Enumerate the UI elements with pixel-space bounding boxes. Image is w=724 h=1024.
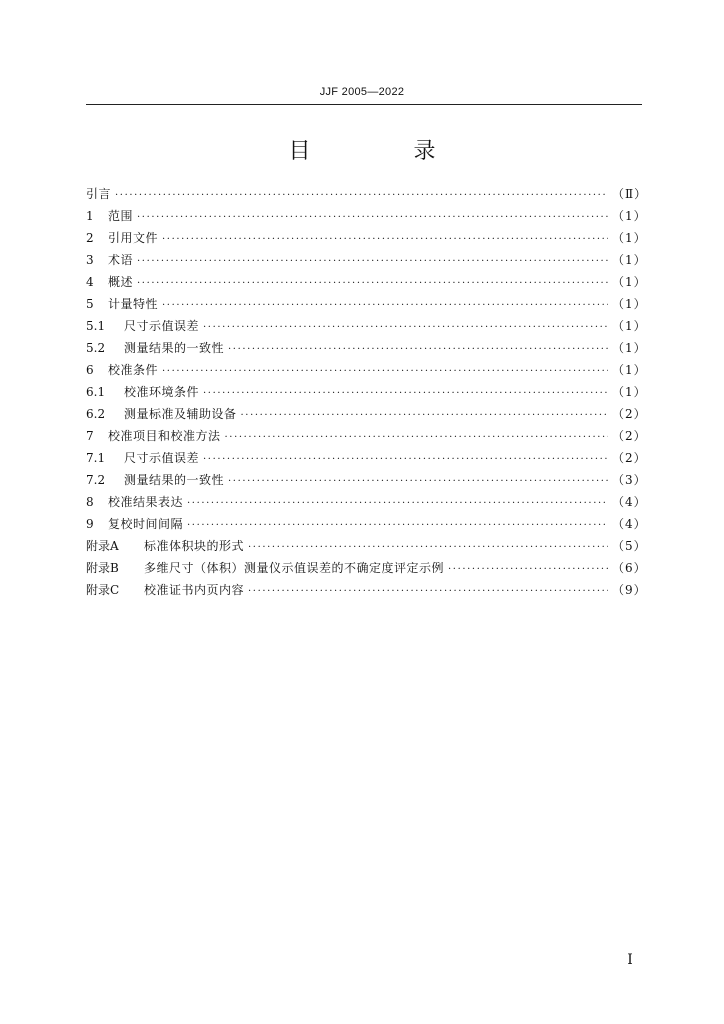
toc-entry[interactable] [86, 183, 648, 205]
toc-leader-dots [241, 405, 608, 427]
header-standard-code: JJF 2005—2022 [319, 86, 405, 98]
toc-leader-dots [187, 493, 608, 515]
toc-entry-number: 7.1 [86, 451, 106, 465]
toc-leader-dots [228, 471, 608, 493]
toc-entry-title: 尺寸示值误差 [124, 319, 200, 333]
toc-leader-dots [225, 427, 608, 449]
toc-entry-number: 7.2 [86, 473, 106, 487]
toc-entry-title: 校准项目和校准方法 [108, 429, 221, 443]
toc-entry-number: 9 [86, 517, 94, 531]
toc-entry[interactable] [86, 205, 647, 227]
toc-entry-page: （1） [612, 209, 647, 223]
toc-entry[interactable] [86, 315, 647, 337]
toc-entry-title: 术语 [108, 253, 134, 267]
toc-entry[interactable] [86, 271, 647, 293]
toc-entry-page: （6） [612, 561, 647, 575]
toc-entry-number: 附录B [86, 561, 119, 575]
toc-entry[interactable] [86, 447, 647, 469]
toc-entry-page: （9） [612, 583, 647, 597]
toc-leader-dots [115, 185, 608, 207]
toc-entry-number: 8 [86, 495, 94, 509]
toc-entry-title: 多维尺寸（体积）测量仪示值误差的不确定度评定示例 [144, 561, 445, 575]
page-title: 目 录 [288, 139, 484, 164]
toc-entry-number: 5 [86, 297, 94, 311]
toc-entry[interactable] [86, 425, 647, 447]
toc-leader-dots [203, 317, 608, 339]
toc-entry-title: 引言 [86, 187, 112, 201]
toc-entry-number: 6.1 [86, 385, 106, 399]
toc-entry[interactable] [86, 469, 647, 491]
toc-entry[interactable] [86, 293, 647, 315]
toc-entry-number: 6 [86, 363, 94, 377]
toc-entry-title: 计量特性 [108, 297, 159, 311]
toc-entry[interactable] [86, 513, 647, 535]
toc-entry[interactable] [86, 359, 647, 381]
toc-entry[interactable] [86, 227, 647, 249]
toc-entry-page: （2） [612, 451, 647, 465]
toc-leader-dots [137, 207, 608, 229]
toc-entry-number: 7 [86, 429, 94, 443]
toc-leader-dots [203, 383, 608, 405]
toc-leader-dots [248, 537, 608, 559]
toc-entry[interactable] [86, 579, 647, 601]
toc-entry-title: 校准环境条件 [124, 385, 200, 399]
toc-leader-dots [162, 295, 608, 317]
toc-entry-title: 校准结果表达 [108, 495, 184, 509]
toc-entry[interactable] [86, 535, 647, 557]
toc-entry-title: 概述 [108, 275, 134, 289]
toc-entry-title: 复校时间间隔 [108, 517, 184, 531]
toc-entry-title: 标准体积块的形式 [144, 539, 245, 553]
toc-leader-dots [137, 273, 608, 295]
toc-entry-page: （Ⅱ） [612, 187, 648, 201]
toc-leader-dots [162, 361, 608, 383]
table-of-contents [86, 183, 648, 601]
toc-entry-title: 校准条件 [108, 363, 159, 377]
toc-entry-page: （1） [612, 341, 647, 355]
toc-entry-number: 4 [86, 275, 94, 289]
toc-leader-dots [162, 229, 608, 251]
toc-entry-number: 附录C [86, 583, 120, 597]
toc-leader-dots [187, 515, 608, 537]
toc-entry-number: 5.1 [86, 319, 106, 333]
toc-entry-page: （1） [612, 363, 647, 377]
toc-entry-number: 5.2 [86, 341, 106, 355]
toc-entry-page: （2） [612, 407, 647, 421]
toc-entry-page: （1） [612, 231, 647, 245]
toc-leader-dots [448, 559, 608, 581]
toc-entry[interactable] [86, 557, 647, 579]
toc-entry-page: （1） [612, 385, 647, 399]
toc-entry-title: 测量结果的一致性 [124, 473, 225, 487]
toc-leader-dots [137, 251, 608, 273]
toc-entry-title: 尺寸示值误差 [124, 451, 200, 465]
toc-entry-page: （3） [612, 473, 647, 487]
toc-entry-number: 6.2 [86, 407, 106, 421]
toc-entry-title: 范围 [108, 209, 134, 223]
toc-entry[interactable] [86, 249, 647, 271]
toc-entry-title: 测量结果的一致性 [124, 341, 225, 355]
toc-leader-dots [228, 339, 608, 361]
toc-entry-number: 附录A [86, 539, 119, 553]
toc-entry[interactable] [86, 403, 647, 425]
toc-leader-dots [203, 449, 608, 471]
toc-entry-page: （5） [612, 539, 647, 553]
toc-entry-page: （2） [612, 429, 647, 443]
toc-entry-page: （1） [612, 297, 647, 311]
toc-entry-page: （1） [612, 275, 647, 289]
toc-entry-page: （4） [612, 517, 647, 531]
toc-entry-title: 测量标准及辅助设备 [124, 407, 237, 421]
header-divider [86, 104, 642, 105]
toc-entry-title: 引用文件 [108, 231, 159, 245]
toc-entry-page: （1） [612, 319, 647, 333]
toc-entry-number: 3 [86, 253, 94, 267]
toc-entry-number: 1 [86, 209, 94, 223]
page-number: I [627, 952, 633, 968]
toc-entry[interactable] [86, 491, 647, 513]
toc-entry-number: 2 [86, 231, 94, 245]
toc-entry-page: （1） [612, 253, 647, 267]
toc-entry[interactable] [86, 337, 647, 359]
toc-leader-dots [248, 581, 608, 603]
toc-entry-title: 校准证书内页内容 [144, 583, 245, 597]
toc-entry[interactable] [86, 381, 647, 403]
toc-entry-page: （4） [612, 495, 647, 509]
